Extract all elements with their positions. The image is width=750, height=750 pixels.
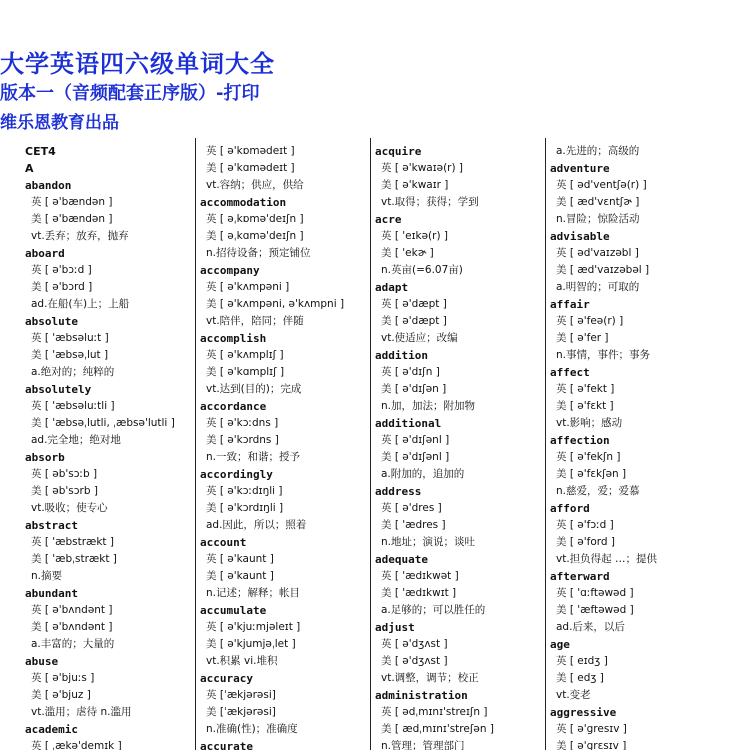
phonetic-line: 美 [ ædˌmɪnɪ'streʃən ] xyxy=(381,723,494,735)
phonetic-line: 美 [ ə'kʌmpəni, ə'kʌmpni ] xyxy=(206,298,345,310)
phonetic-line: 英 [ ə'kaunt ] xyxy=(206,553,274,565)
phonetic-line: 英 [ ə'bɔːd ] xyxy=(31,264,92,276)
definition-line: n.准确(性)；准确度 xyxy=(206,723,298,735)
phonetic-line: 英 [ 'ɑːftəwəd ] xyxy=(556,587,634,599)
headword: accuracy xyxy=(200,672,253,685)
headword: afford xyxy=(550,502,590,515)
word-column-4 xyxy=(550,143,720,750)
definition-line: n.管理；管理部门 xyxy=(381,740,465,750)
phonetic-line: 美 [ ə'fɛkt ] xyxy=(556,400,614,412)
definition-line: vt.使适应；改编 xyxy=(381,332,458,344)
phonetic-line: 美 [ ə'dʒʌst ] xyxy=(381,655,448,667)
definition-line: n.慈爱，爱；爱慕 xyxy=(556,485,640,497)
definition-line: vt.积累 vi.堆积 xyxy=(206,655,278,667)
phonetic-line: 英 [ eɪdʒ ] xyxy=(556,655,608,667)
phonetic-line: 英 [ ə'kwaɪə(r) ] xyxy=(381,162,464,174)
headword: accordance xyxy=(200,400,267,413)
phonetic-line: 美 [ ə'kwaɪr ] xyxy=(381,179,449,191)
phonetic-line: 美 [ edʒ ] xyxy=(556,672,604,684)
phonetic-line: 美 [ ə'kɔrdɪŋli ] xyxy=(206,502,284,514)
headword: accumulate xyxy=(200,604,267,617)
headword: accurate xyxy=(200,740,253,750)
phonetic-line: 美 [ ə'kjumjəˌlet ] xyxy=(206,638,296,650)
phonetic-line: 英 [ ˌækə'demɪk ] xyxy=(31,740,122,750)
phonetic-line: 英 [ ə'fɔːd ] xyxy=(556,519,614,531)
definition-line: ad.因此，所以；照着 xyxy=(206,519,307,531)
phonetic-line: 英 [ əb'sɔːb ] xyxy=(31,468,98,480)
definition-line: vt.容纳；供应，供给 xyxy=(206,179,304,191)
phonetic-line: 美 [ ə'ford ] xyxy=(556,536,615,548)
definition-line: n.摘要 xyxy=(31,570,62,582)
headword: abuse xyxy=(25,655,59,668)
definition-line: vt.影响；感动 xyxy=(556,417,623,429)
word-column-1 xyxy=(25,143,195,750)
phonetic-line: 美 [ ə'kɔrdns ] xyxy=(206,434,279,446)
definition-line: a.足够的；可以胜任的 xyxy=(381,604,486,616)
phonetic-line: 英 [ 'æbsəluːtli ] xyxy=(31,400,115,412)
headword: adapt xyxy=(375,281,409,294)
headword: acre xyxy=(375,213,402,226)
phonetic-line: 英 [ ə'dʒʌst ] xyxy=(381,638,448,650)
word-column-2 xyxy=(200,143,370,750)
phonetic-line: 美 [ 'æftəwəd ] xyxy=(556,604,634,616)
headword: accompany xyxy=(200,264,260,277)
headword: aggressive xyxy=(550,706,617,719)
phonetic-line: 美 [ ə'grɛsɪv ] xyxy=(556,740,627,750)
definition-line: vt.丢弃；放弃，抛弃 xyxy=(31,230,129,242)
phonetic-line: 美 [ 'æbsəˌlut ] xyxy=(31,349,109,361)
phonetic-line: 美 [ˈækjərəsi] xyxy=(206,706,276,718)
phonetic-line: 英 [ 'æbstrækt ] xyxy=(31,536,114,548)
phonetic-line: 英 [ ə'kʌmplɪʃ ] xyxy=(206,349,284,361)
phonetic-line: 美 [ ə'dɪʃənl ] xyxy=(381,451,450,463)
phonetic-line: 英 [ ə'dres ] xyxy=(381,502,442,514)
phonetic-line: 美 [ 'æbˌstrækt ] xyxy=(31,553,117,565)
headword: accomplish xyxy=(200,332,267,345)
definition-line: vt.滥用；虐待 n.滥用 xyxy=(31,706,132,718)
phonetic-line: 美 [ ə'bændən ] xyxy=(31,213,113,225)
phonetic-line: 英 [ ə'bjuːs ] xyxy=(31,672,95,684)
definition-line: ad.在船(车)上；上船 xyxy=(31,298,130,310)
phonetic-line: 美 [ ə'fer ] xyxy=(556,332,609,344)
headword: adjust xyxy=(375,621,415,634)
section-heading: CET4 xyxy=(25,145,56,158)
headword: account xyxy=(200,536,247,549)
phonetic-line: 英 [ ə'bʌndənt ] xyxy=(31,604,113,616)
document-subtitle: 版本一（音频配套正序版）-打印 xyxy=(0,83,260,104)
phonetic-line: 美 [ ə'kɑmədeɪt ] xyxy=(206,162,295,174)
definition-line: a.绝对的；纯粹的 xyxy=(31,366,115,378)
phonetic-line: 英 [ ə'dɪʃn ] xyxy=(381,366,440,378)
phonetic-line: 美 [ 'ædɪkwɪt ] xyxy=(381,587,457,599)
headword: academic xyxy=(25,723,78,736)
phonetic-line: 英 [ ədˌmɪnɪ'streɪʃn ] xyxy=(381,706,488,718)
phonetic-line: 英 [ ə'fekʃn ] xyxy=(556,451,621,463)
definition-line: vt.陪伴，陪同；伴随 xyxy=(206,315,304,327)
definition-line: n.招待设备；预定铺位 xyxy=(206,247,311,259)
definition-line: a.丰富的；大量的 xyxy=(31,638,115,650)
headword: affection xyxy=(550,434,610,447)
headword: abundant xyxy=(25,587,78,600)
column-divider xyxy=(370,138,371,750)
phonetic-line: 美 [ ə'dæpt ] xyxy=(381,315,447,327)
definition-line: vt.变老 xyxy=(556,689,591,701)
definition-line: vt.取得；获得；学到 xyxy=(381,196,479,208)
phonetic-line: 英 [ ə'kɔːdns ] xyxy=(206,417,279,429)
headword: accommodation xyxy=(200,196,287,209)
phonetic-line: 美 [ 'ekɚ ] xyxy=(381,247,434,259)
definition-line: vt.调整，调节；校正 xyxy=(381,672,479,684)
phonetic-line: 美 [ æd'vaɪzəbəl ] xyxy=(556,264,650,276)
headword: acquire xyxy=(375,145,422,158)
definition-line: a.明智的；可取的 xyxy=(556,281,640,293)
phonetic-line: 英 [ 'æbsəluːt ] xyxy=(31,332,109,344)
definition-line: n.记述；解释；帐目 xyxy=(206,587,300,599)
column-divider xyxy=(195,138,196,750)
headword: affect xyxy=(550,366,590,379)
phonetic-line: 英 [ 'ædɪkwət ] xyxy=(381,570,459,582)
headword: abstract xyxy=(25,519,78,532)
headword: adventure xyxy=(550,162,610,175)
definition-line: vt.吸收；使专心 xyxy=(31,502,108,514)
document-title: 大学英语四六级单词大全 xyxy=(0,50,275,78)
definition-line: ad.后来，以后 xyxy=(556,621,625,633)
phonetic-line: 英 [ ə'kɔːdɪŋli ] xyxy=(206,485,283,497)
definition-line: n.冒险；惊险活动 xyxy=(556,213,640,225)
phonetic-line: 英 [ ə'gresɪv ] xyxy=(556,723,627,735)
definition-line: n.事情，事件；事务 xyxy=(556,349,650,361)
headword: age xyxy=(550,638,570,651)
headword: absorb xyxy=(25,451,65,464)
phonetic-line: 美 [ 'ædres ] xyxy=(381,519,446,531)
column-divider xyxy=(545,138,546,750)
publisher-line: 维乐恩教育出品 xyxy=(0,113,119,133)
definition-line: n.一致；和谐；授予 xyxy=(206,451,300,463)
definition-line: vt.担负得起 …；提供 xyxy=(556,553,658,565)
headword: addition xyxy=(375,349,428,362)
phonetic-line: 美 [ ə'fɛkʃən ] xyxy=(556,468,627,480)
phonetic-line: 英 [ ə'bændən ] xyxy=(31,196,113,208)
definition-line: vt.达到(目的)；完成 xyxy=(206,383,302,395)
phonetic-line: 美 [ ə'kɑmplɪʃ ] xyxy=(206,366,285,378)
phonetic-line: 美 [ ə'kaunt ] xyxy=(206,570,274,582)
definition-line: n.加，加法；附加物 xyxy=(381,400,475,412)
phonetic-line: 英 [ 'eɪkə(r) ] xyxy=(381,230,449,242)
definition-line: n.地址；演说；谈吐 xyxy=(381,536,475,548)
headword: administration xyxy=(375,689,468,702)
phonetic-line: 美 [ ə'dɪʃən ] xyxy=(381,383,447,395)
headword: adequate xyxy=(375,553,428,566)
phonetic-line: 英 [ ə'kʌmpəni ] xyxy=(206,281,290,293)
phonetic-line: 美 [ əˌkɑmə'deɪʃn ] xyxy=(206,230,304,242)
phonetic-line: 英 [ ə'dæpt ] xyxy=(381,298,447,310)
phonetic-line: 美 [ ə'bɔrd ] xyxy=(31,281,93,293)
headword: absolutely xyxy=(25,383,92,396)
phonetic-line: 英 [ ə'dɪʃənl ] xyxy=(381,434,450,446)
phonetic-line: 美 [ ə'bjuz ] xyxy=(31,689,91,701)
phonetic-line: 美 [ ə'bʌndənt ] xyxy=(31,621,113,633)
headword: accordingly xyxy=(200,468,273,481)
headword: additional xyxy=(375,417,442,430)
section-heading: A xyxy=(25,162,34,175)
phonetic-line: 英 [ əˌkɒmə'deɪʃn ] xyxy=(206,213,304,225)
headword: aboard xyxy=(25,247,65,260)
phonetic-line: 美 [ æd'vɛntʃɚ ] xyxy=(556,196,640,208)
definition-line: n.英亩(=6.07亩) xyxy=(381,264,463,276)
phonetic-line: 英 [ əd'ventʃə(r) ] xyxy=(556,179,647,191)
definition-line: ad.完全地；绝对地 xyxy=(31,434,121,446)
phonetic-line: 英 [ˈækjərəsi] xyxy=(206,689,276,701)
phonetic-line: 英 [ ə'kɒmədeɪt ] xyxy=(206,145,295,157)
headword: affair xyxy=(550,298,590,311)
phonetic-line: 英 [ ə'fekt ] xyxy=(556,383,615,395)
headword: absolute xyxy=(25,315,78,328)
phonetic-line: 英 [ ə'feə(r) ] xyxy=(556,315,624,327)
phonetic-line: 英 [ əd'vaɪzəbl ] xyxy=(556,247,639,259)
definition-line: a.先进的；高级的 xyxy=(556,145,640,157)
headword: afterward xyxy=(550,570,610,583)
headword: advisable xyxy=(550,230,610,243)
phonetic-line: 美 [ 'æbsəˌlutli, ˌæbsə'lutli ] xyxy=(31,417,175,429)
phonetic-line: 英 [ ə'kjuːmjəleɪt ] xyxy=(206,621,301,633)
headword: address xyxy=(375,485,422,498)
word-column-3 xyxy=(375,143,545,750)
headword: abandon xyxy=(25,179,72,192)
phonetic-line: 美 [ əb'sɔrb ] xyxy=(31,485,98,497)
definition-line: a.附加的，追加的 xyxy=(381,468,465,480)
